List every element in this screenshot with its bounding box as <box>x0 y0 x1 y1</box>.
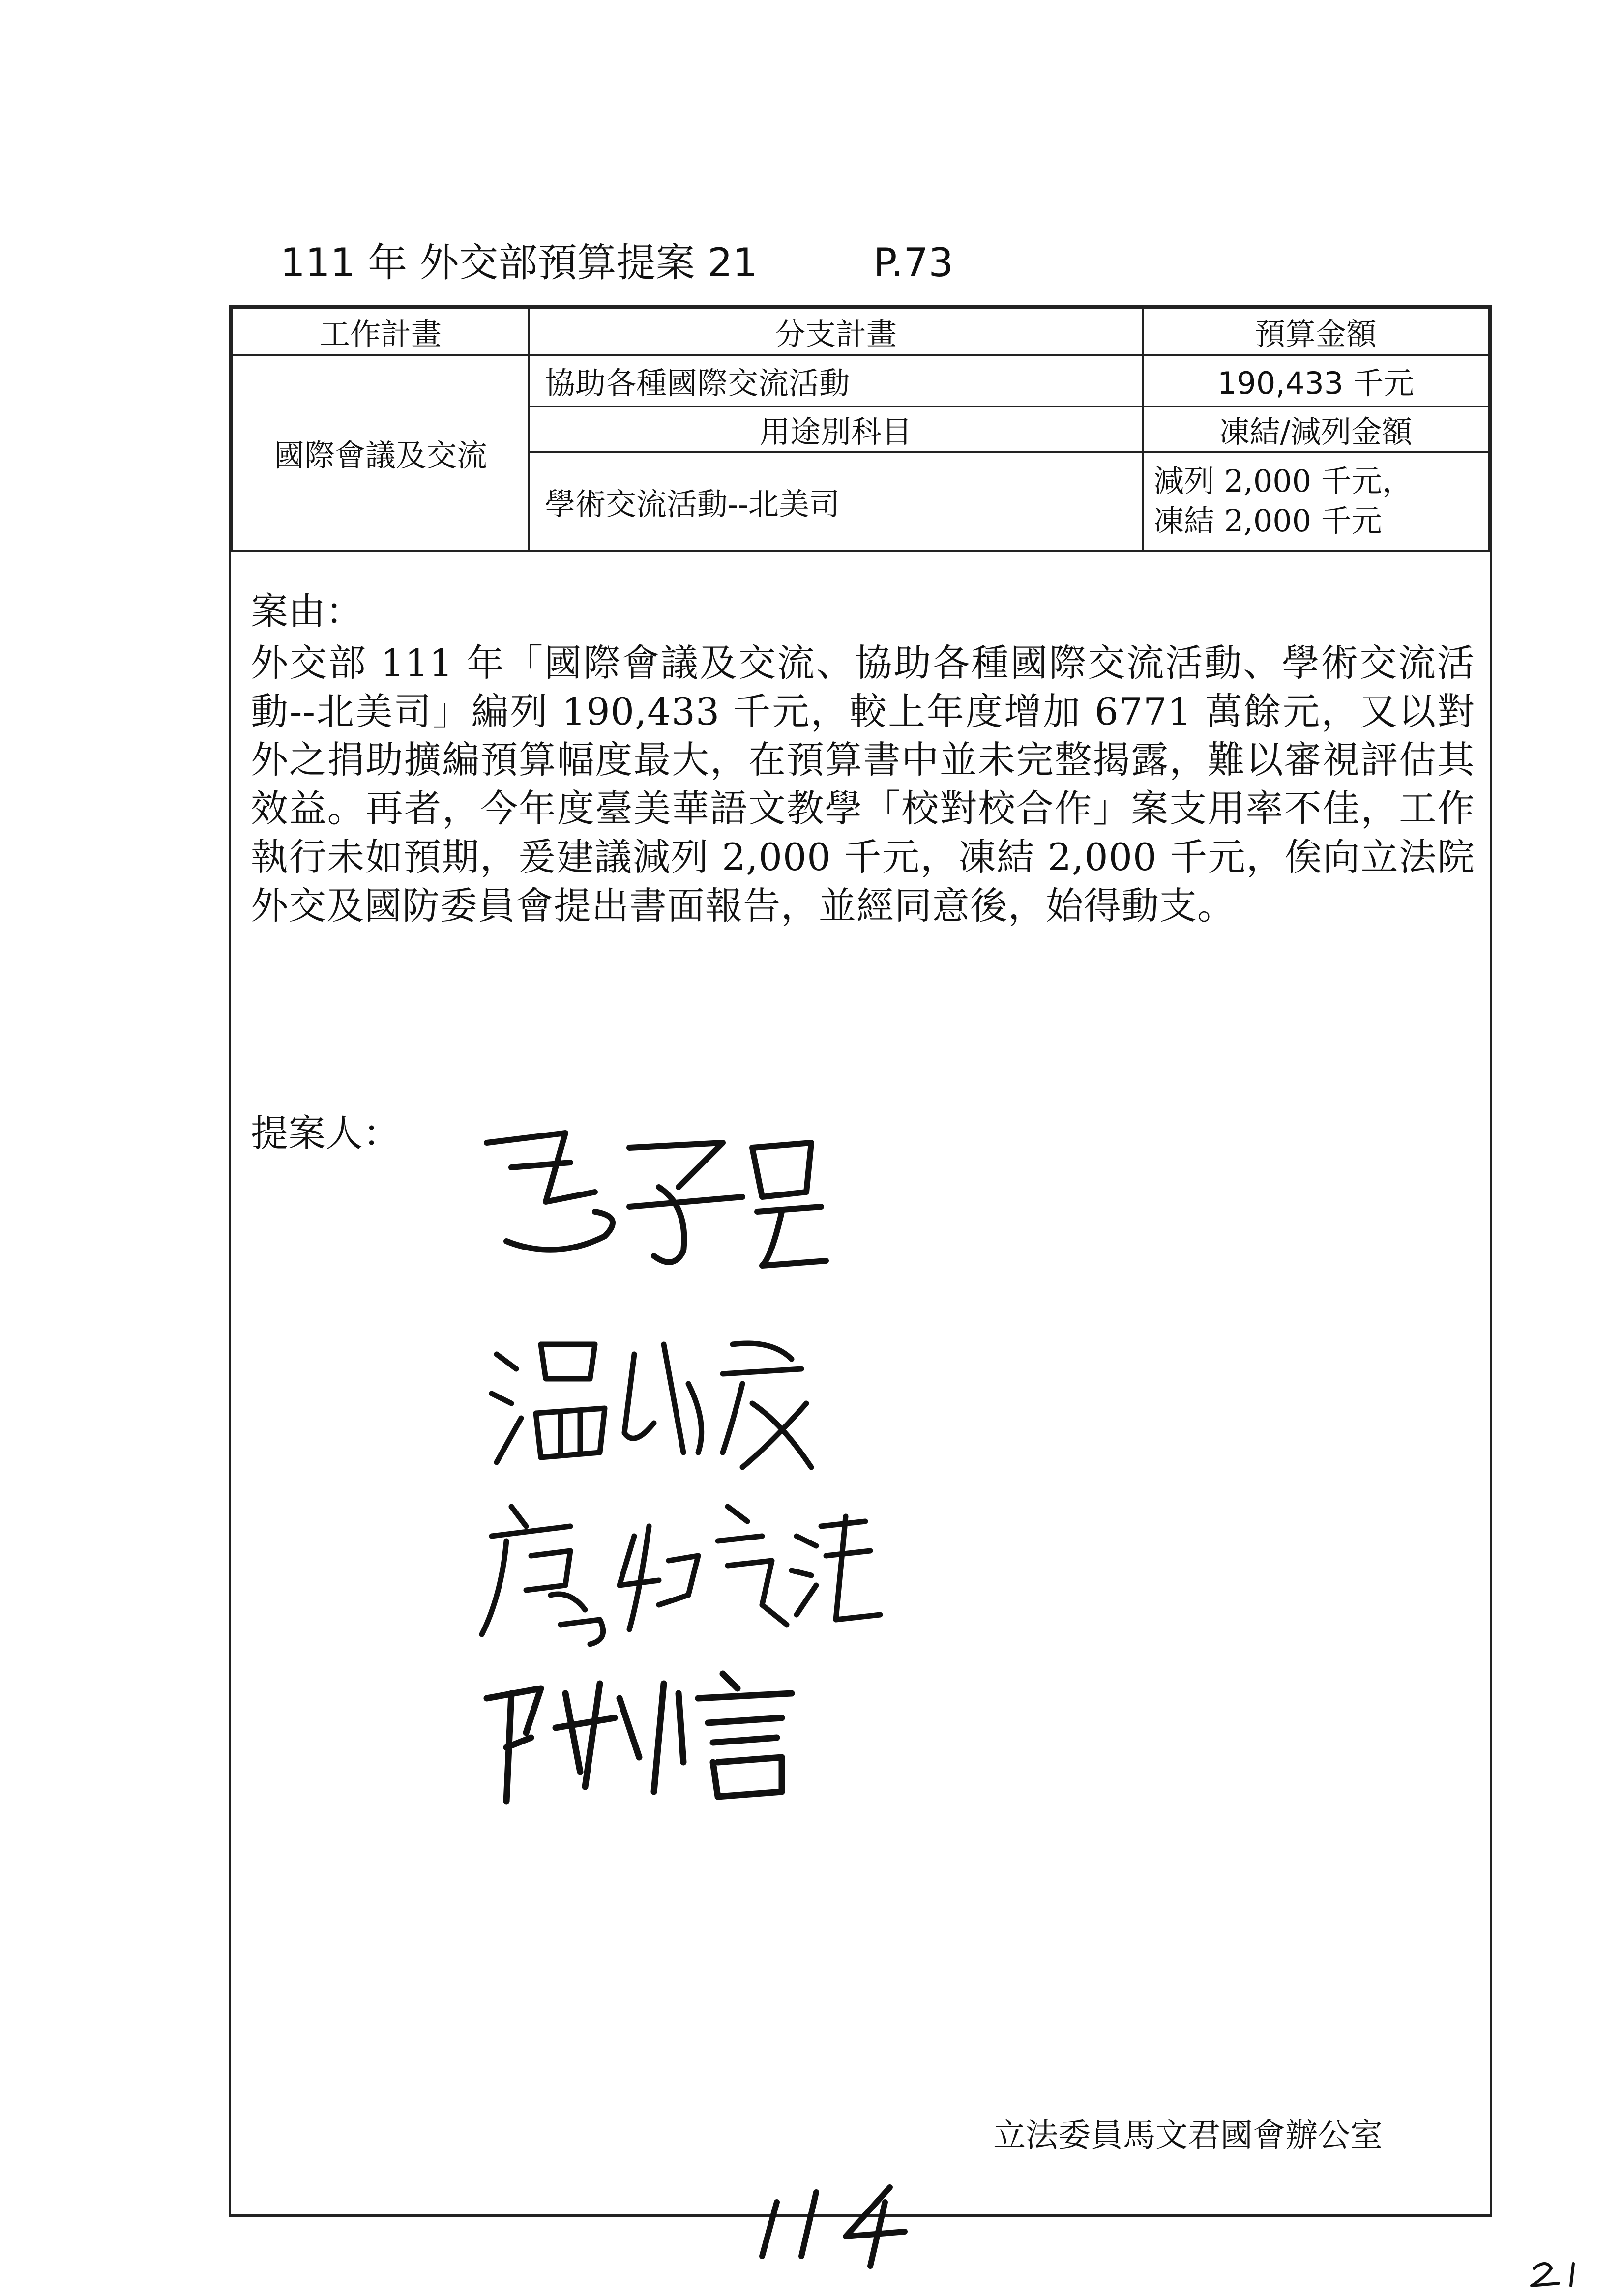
handwritten-page-number <box>747 2173 924 2271</box>
proposal-frame <box>229 305 1492 2217</box>
proposer-label: 提案人： <box>251 1111 400 1155</box>
work-plan-header: 工作計畫 <box>232 308 529 355</box>
sub-plan-header: 分支計畫 <box>529 308 1143 355</box>
signature-4 <box>477 1664 831 1811</box>
work-plan-value: 國際會議及交流 <box>232 355 529 551</box>
reason-section <box>251 587 1475 930</box>
page-reference: P.73 <box>873 240 954 286</box>
reason-label: 案由： <box>251 589 363 633</box>
budget-amount-value: 190,433 千元 <box>1143 355 1489 407</box>
freeze-cut-header: 凍結/減列金額 <box>1143 407 1489 452</box>
signature-3 <box>472 1497 885 1654</box>
purpose-header: 用途別科目 <box>529 407 1143 452</box>
document-header <box>280 231 953 288</box>
budget-amount-header: 預算金額 <box>1143 308 1489 355</box>
sub-plan-value: 協助各種國際交流活動 <box>529 355 1143 407</box>
reason-text: 外交部 111 年「國際會議及交流、協助各種國際交流活動、學術交流活動--北美司」編列 190,433 千元，較上年度增加 6771 萬餘元，又以對外之捐助擴編預算幅度最大，在預算書中並未完整揭露，難以審視評估其效益。再者，今年度臺美華語文教學「校對校合作」案支用率不佳，工作執行未如預期，爰建議減列 2,000 千元，凍結 2,000 千元，俟向立法院外交及國防委員會提出書面報告，並經同意後，始得動支。 <box>251 640 1475 928</box>
cut-amount: 減列 2,000 千元， <box>1153 463 1413 499</box>
handwritten-corner-number <box>1524 2256 1593 2291</box>
signature-2 <box>477 1325 831 1482</box>
purpose-value: 學術交流活動--北美司 <box>529 452 1143 551</box>
document-title: 111 年 外交部預算提案 21 <box>280 240 758 286</box>
freeze-cut-value <box>1143 452 1489 551</box>
signature-1 <box>467 1113 841 1290</box>
freeze-amount: 凍結 2,000 千元 <box>1153 503 1382 539</box>
budget-table <box>231 307 1490 552</box>
office-footer: 立法委員馬文君國會辦公室 <box>993 2116 1383 2154</box>
